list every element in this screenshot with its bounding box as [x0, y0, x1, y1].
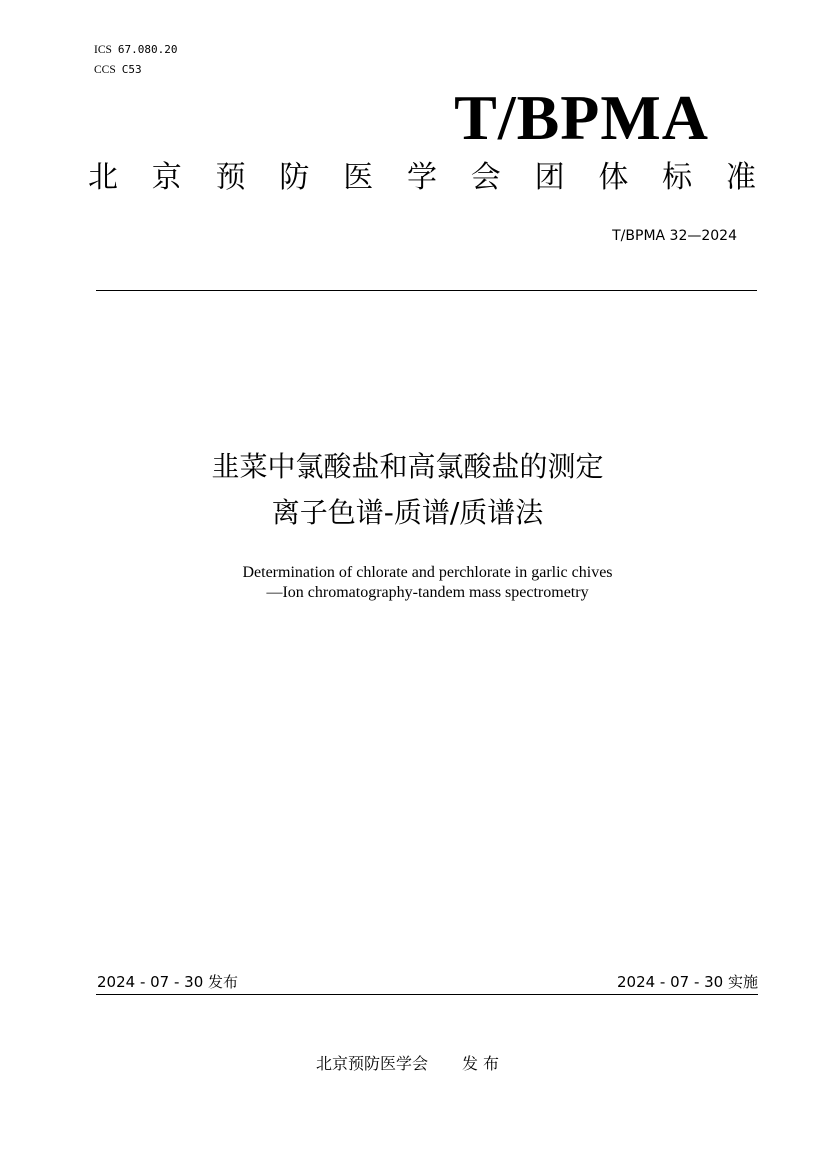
ics-value: 67.080.20: [117, 43, 178, 56]
en-title-line-1: Determination of chlorate and perchlorate in garlic chives: [242, 564, 613, 581]
org-title-char: 学: [406, 160, 437, 195]
org-title-char: 北: [88, 160, 118, 195]
top-divider: [96, 290, 757, 291]
publisher-line: [0, 1053, 815, 1075]
org-title-char: 标: [662, 160, 693, 195]
org-title-char: 预: [215, 160, 246, 195]
english-title: [0, 563, 815, 603]
standard-logo: T/BPMA: [454, 82, 709, 153]
ccs-value: C53: [121, 63, 142, 76]
org-title-char: 准: [725, 160, 756, 195]
issue-date: 2024 - 07 - 30 发布: [97, 973, 239, 991]
org-title-char: 团: [534, 160, 565, 195]
ics-row: [94, 40, 178, 60]
en-title-line-2: —Ion chromatography-tandem mass spectrometry: [266, 584, 589, 601]
org-title-char: 医: [343, 160, 374, 195]
title-line-1: 韭菜中氯酸盐和高氯酸盐的测定: [211, 450, 604, 483]
implement-date: 2024 - 07 - 30 实施: [616, 973, 758, 991]
publisher-action: 发 布: [461, 1054, 500, 1073]
ics-label: ICS: [94, 44, 112, 56]
org-title-char: 体: [598, 160, 629, 195]
document-title: [0, 444, 815, 536]
org-title-char: 防: [279, 160, 310, 195]
org-title-char: 京: [151, 160, 182, 195]
ccs-row: [94, 60, 178, 80]
ccs-label: CCS: [94, 64, 116, 76]
classification-codes: [94, 40, 178, 80]
standard-number: T/BPMA 32—2024: [612, 228, 737, 244]
bottom-divider: [96, 994, 758, 995]
title-line-2: 离子色谱-质谱/质谱法: [271, 496, 544, 529]
org-title-char: 会: [470, 160, 501, 195]
publisher-name: 北京预防医学会: [315, 1054, 428, 1073]
org-standard-title: [88, 156, 756, 200]
